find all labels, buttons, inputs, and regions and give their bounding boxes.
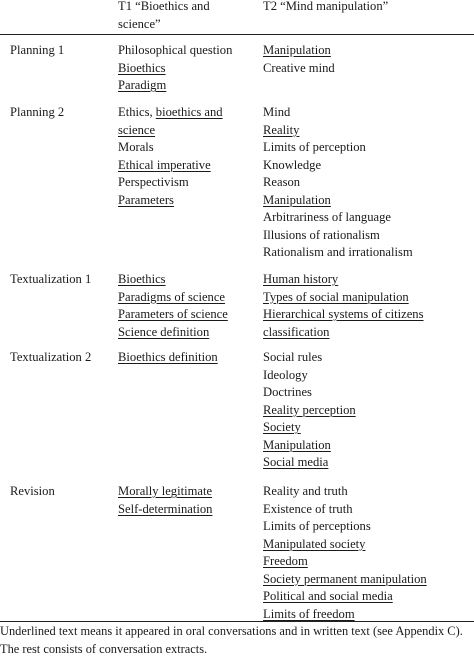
keyword-underlined: Manipulation: [263, 192, 331, 207]
keyword-underlined: Freedom: [263, 554, 308, 568]
keyword-underlined: Self-determination: [118, 501, 213, 516]
keyword-line: [263, 42, 468, 60]
keyword-line: [118, 324, 253, 342]
keyword: Mind: [263, 105, 291, 119]
keyword-line: [118, 60, 253, 78]
keyword-line: [263, 306, 468, 324]
keyword-line: [263, 536, 468, 554]
keyword-line: [263, 588, 468, 606]
keyword-line: [118, 122, 253, 140]
t2-cell: [263, 104, 468, 262]
keyword-underlined: Society: [263, 420, 301, 434]
keyword-line: [263, 384, 468, 402]
keyword-underlined: Science definition: [118, 324, 210, 339]
keyword-line: [263, 324, 468, 342]
keyword-line: [118, 77, 253, 95]
keyword-underlined: Limits of freedom: [263, 606, 355, 621]
keyword: Existence of truth: [263, 501, 353, 516]
keyword-line: [263, 483, 468, 501]
column-header-t2: T2 “Mind manipulation”: [263, 0, 389, 13]
keyword: Perspectivism: [118, 175, 189, 189]
t1-cell: [118, 42, 253, 95]
keyword-line: [263, 571, 468, 589]
keyword: Creative mind: [263, 60, 335, 75]
keyword-line: [263, 157, 468, 175]
keyword: Social rules: [263, 350, 323, 364]
keyword-line: [263, 367, 468, 385]
keyword-underlined: classification: [263, 324, 330, 339]
stage-label: Planning 2: [10, 105, 65, 119]
keyword-line: [263, 104, 468, 122]
keyword-line: [263, 271, 468, 289]
keyword-underlined: Parameters: [118, 192, 174, 207]
t2-cell: [263, 349, 468, 472]
keyword-line: [118, 104, 253, 122]
keyword-underlined: bioethics and: [155, 105, 223, 119]
t2-cell: [263, 483, 468, 623]
keyword-line: [263, 349, 468, 367]
keyword-underlined: Social media: [263, 455, 329, 469]
keyword-underlined: Paradigms of science: [118, 289, 226, 304]
keyword-line: [263, 209, 468, 227]
keyword-line: [263, 402, 468, 420]
keyword-line: [263, 419, 468, 437]
keyword-underlined: Human history: [263, 272, 339, 286]
keyword-underlined: Bioethics: [118, 60, 166, 75]
column-header-t1: T1 “Bioethics and science”: [118, 0, 210, 31]
t1-cell: [118, 483, 253, 518]
keyword-underlined: Paradigm: [118, 78, 167, 92]
keyword: Reason: [263, 175, 301, 189]
keyword-underlined: Political and social media: [263, 589, 393, 603]
stage-label: Textualization 1: [10, 272, 92, 286]
keyword-underlined: Ethical imperative: [118, 157, 211, 172]
keyword-line: [263, 553, 468, 571]
stage-label: Textualization 2: [10, 350, 92, 364]
keyword-line: [118, 271, 253, 289]
table-footnote: Underlined text means it appeared in oral conversations and in written text (see Appendix C). The rest consists of conversation extracts.: [0, 624, 463, 656]
keyword-underlined: Manipulation: [263, 43, 331, 57]
t1-cell: [118, 104, 253, 209]
keyword-underlined: Parameters of science: [118, 307, 228, 321]
keyword: Rationalism and irrationalism: [263, 245, 413, 259]
stage-label: Planning 1: [10, 43, 65, 57]
keyword-line: [263, 60, 468, 78]
keyword-line: [118, 501, 253, 519]
keyword: Philosophical question: [118, 43, 233, 57]
keyword-line: [118, 139, 253, 157]
keyword-underlined: Bioethics definition: [118, 350, 218, 364]
keyword-underlined: science: [118, 122, 156, 137]
keyword-underlined: Reality perception: [263, 402, 356, 417]
t1-cell: [118, 349, 253, 367]
keyword-line: [118, 483, 253, 501]
keyword-underlined: Manipulated society: [263, 536, 366, 551]
t2-cell: [263, 271, 468, 341]
keyword: Illusions of rationalism: [263, 227, 380, 242]
keyword-line: [263, 227, 468, 245]
keyword-line: [118, 306, 253, 324]
keyword-line: [118, 174, 253, 192]
keyword-line: [263, 244, 468, 262]
header-rule: [0, 34, 474, 35]
keyword-underlined: Manipulation: [263, 437, 331, 452]
t1-cell: [118, 271, 253, 341]
keyword-underlined: Society permanent manipulation: [263, 571, 427, 586]
keyword-underlined: Bioethics: [118, 272, 166, 286]
t2-cell: [263, 42, 468, 77]
keyword-line: [263, 501, 468, 519]
keyword-line: [263, 139, 468, 157]
keyword: Doctrines: [263, 385, 312, 399]
keyword-line: [118, 289, 253, 307]
keyword-line: [118, 349, 253, 367]
keyword: Limits of perceptions: [263, 519, 371, 533]
keyword-underlined: Reality: [263, 122, 300, 137]
keyword-line: [118, 157, 253, 175]
keyword-line: [118, 42, 253, 60]
keyword: Knowledge: [263, 157, 322, 172]
keyword-line: [263, 289, 468, 307]
keyword-underlined: Morally legitimate: [118, 484, 213, 498]
keyword: Reality and truth: [263, 484, 348, 498]
keyword: Morals: [118, 140, 154, 154]
keyword-line: [263, 454, 468, 472]
keyword: Arbitrariness of language: [263, 210, 391, 224]
keyword: Limits of perception: [263, 140, 366, 154]
keyword: Ideology: [263, 367, 308, 382]
stage-label: Revision: [10, 484, 55, 498]
table-header: [0, 0, 474, 34]
keyword-underlined: Types of social manipulation: [263, 289, 409, 304]
keyword-line: [263, 174, 468, 192]
keyword-line: [263, 437, 468, 455]
keyword-line: [263, 192, 468, 210]
keyword-line: [263, 518, 468, 536]
keyword-line: [263, 122, 468, 140]
keyword-line: [118, 192, 253, 210]
keyword: Ethics,: [118, 105, 156, 119]
keyword-underlined: Hierarchical systems of citizens: [263, 307, 424, 321]
